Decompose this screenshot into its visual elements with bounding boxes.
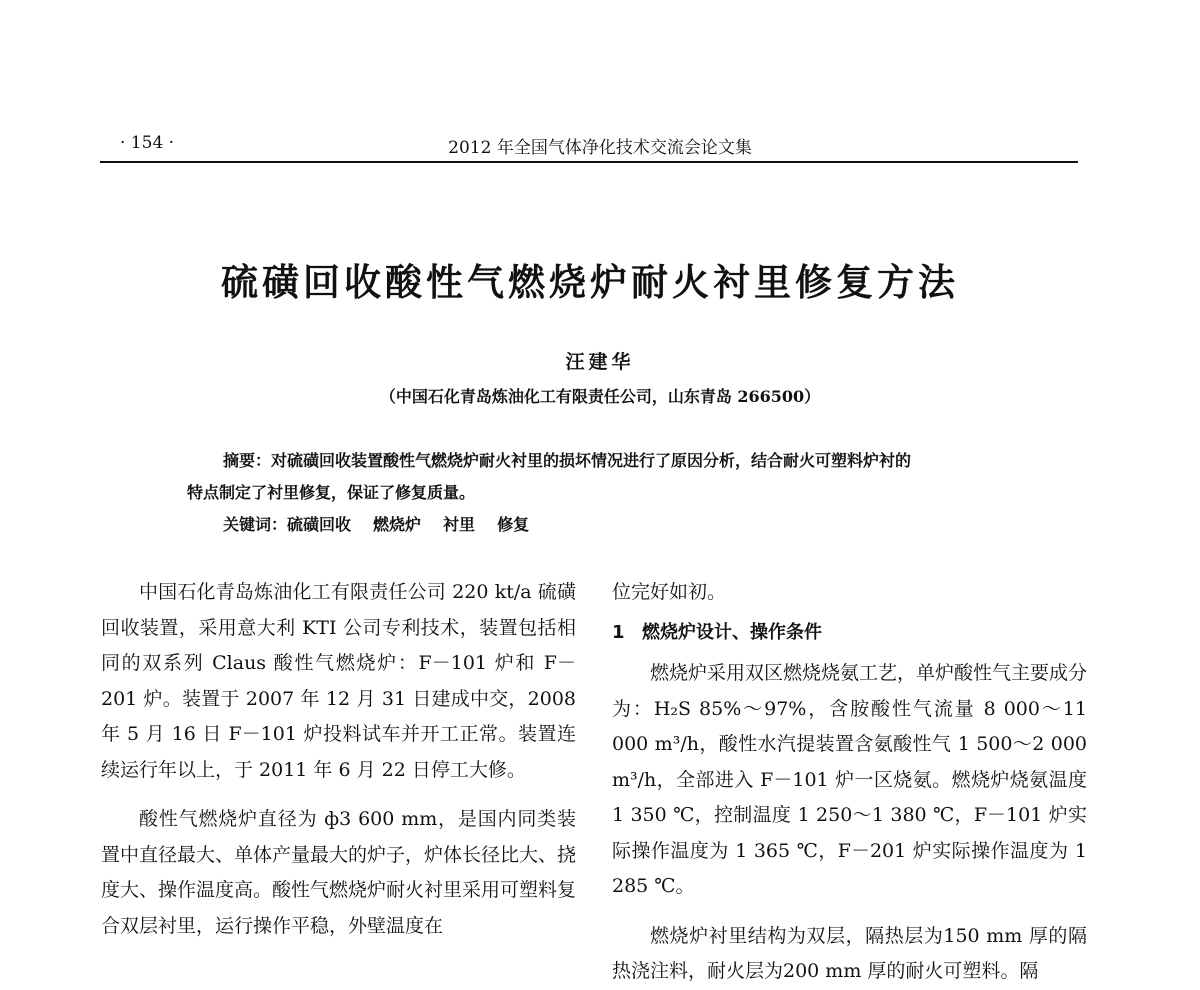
section-number: 1 (612, 621, 625, 643)
keyword: 硫磺回收 (287, 515, 352, 534)
body-paragraph: 酸性气燃烧炉直径为 ф3 600 mm，是国内同类装置中直径最大、单体产量最大的炉子，炉体长径比大、挠度大、操作温度高。酸性气燃烧炉耐火衬里采用可塑料复合双层衬里，运行操作平稳，外壁温度在 (101, 808, 577, 937)
body-right-column (612, 575, 1087, 990)
body-paragraph: 中国石化青岛炼油化工有限责任公司 220 kt/a 硫磺回收装置，采用意大利 KTI 公司专利技术，装置包括相同的双系列 Claus 酸性气燃烧炉：F－101 炉和 F－201 炉。装置于 2007 年 12 月 31 日建成中交，2008 年 5 月 16 日 F－101 炉投料试车并开工正常。装置连续运行年以上，于 2011 年 6 月 22 日停工大修。 (101, 581, 576, 781)
abstract-line-1 (223, 445, 911, 477)
page-number: · 154 · (120, 133, 175, 153)
section-heading (612, 615, 1087, 651)
article-title: 硫磺回收酸性气燃烧炉耐火衬里修复方法 (221, 261, 959, 304)
keywords-label: 关键词： (223, 515, 288, 534)
section-title: 燃烧炉设计、操作条件 (642, 621, 822, 643)
abstract-label: 摘要： (223, 451, 272, 470)
body-left-column (101, 575, 576, 944)
keyword: 修复 (497, 515, 530, 534)
abstract-text-1: 对硫磺回收装置酸性气燃烧炉耐火衬里的损坏情况进行了原因分析，结合耐火可塑料炉衬的 (271, 451, 912, 470)
abstract-line-2: 特点制定了衬里修复，保证了修复质量。 (187, 483, 476, 502)
keyword: 衬里 (443, 515, 476, 534)
header-rule (100, 161, 1078, 163)
body-paragraph-continued: 位完好如初。 (612, 581, 727, 603)
author-affiliation: （中国石化青岛炼油化工有限责任公司，山东青岛 266500） (379, 387, 821, 406)
running-title: 2012 年全国气体净化技术交流会论文集 (448, 138, 752, 158)
body-paragraph: 燃烧炉采用双区燃烧烧氨工艺，单炉酸性气主要成分为：H₂S 85%～97%，含胺酸性气流量 8 000～11 000 m³/h，酸性水汽提装置含氨酸性气 1 500～2 000 m³/h，全部进入 F－101 炉一区烧氨。燃烧炉烧氨温度 1 350 ℃，控制温度 1 250～1 380 ℃，F－101 炉实际操作温度为 1 365 ℃，F－201 炉实际操作温度为 1 285 ℃。 (612, 662, 1088, 897)
keyword: 燃烧炉 (373, 515, 422, 534)
author-name: 汪建华 (565, 351, 635, 373)
keywords-line (223, 509, 529, 541)
body-paragraph: 燃烧炉衬里结构为双层，隔热层为150 mm 厚的隔热浇注料，耐火层为200 mm 厚的耐火可塑料。隔 (612, 924, 1087, 982)
